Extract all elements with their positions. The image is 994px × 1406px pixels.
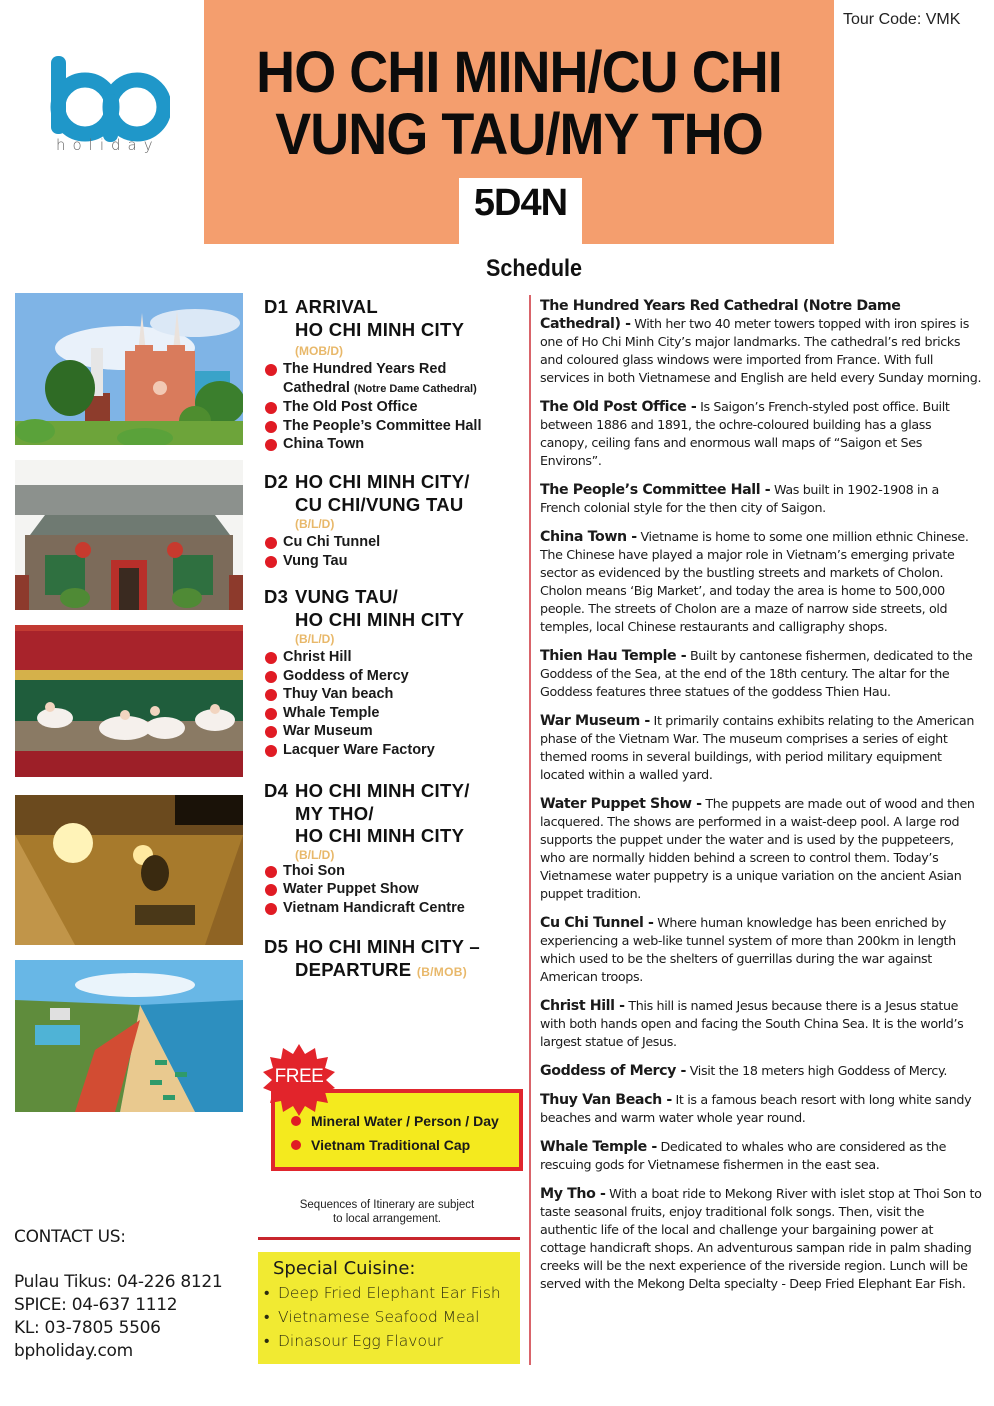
- description-title: The Hundred Years Red Cathedral (Notre Dame Cathedral) -: [540, 298, 901, 332]
- list-item: [264, 704, 526, 723]
- stop-note: (Notre Dame Cathedral): [353, 382, 477, 395]
- list-item: [264, 685, 526, 704]
- cuisine-item: [264, 1305, 520, 1329]
- description-goddess-of-mercy: [540, 1062, 982, 1080]
- bullet-icon: [265, 652, 277, 664]
- vung-tau-beach-photo: [15, 960, 243, 1112]
- day-4-line-3: HO CHI MINH CITY: [295, 825, 465, 846]
- day-5-line-1: HO CHI MINH CITY –: [295, 936, 480, 957]
- cuisine-item: [264, 1329, 520, 1353]
- stop-label: The Hundred Years Red: [283, 361, 447, 377]
- bullet-icon: [265, 421, 277, 433]
- stop-label: China Town: [283, 436, 365, 452]
- bullet-icon: [265, 903, 277, 915]
- list-item: [264, 417, 526, 436]
- stop-label: Whale Temple: [283, 704, 380, 721]
- description-committee-hall: [540, 481, 982, 517]
- description-china-town: [540, 528, 982, 636]
- list-item: [264, 435, 526, 454]
- day-5-number: D5: [264, 936, 289, 957]
- description-whale-temple: [540, 1138, 982, 1174]
- stop-label: Vung Tau: [283, 552, 348, 569]
- day-4-stops: [264, 862, 526, 918]
- free-item-label: Vietnam Traditional Cap: [311, 1137, 471, 1153]
- description-title: Water Puppet Show -: [540, 796, 702, 812]
- description-body: It is a famous beach resort with long white sandy beaches and warm water whole year round.: [540, 1092, 972, 1125]
- free-badge-label: FREE: [274, 1066, 324, 1087]
- cuisine-item-label: Vietnamese Seafood Meal: [278, 1308, 480, 1326]
- special-cuisine-box: [258, 1252, 520, 1364]
- bullet-icon: [265, 866, 277, 878]
- day-4-line-1: HO CHI MINH CITY/: [295, 780, 470, 801]
- bullet-icon: [291, 1116, 301, 1126]
- day-3-stops: [264, 648, 526, 759]
- bullet-icon: [265, 364, 277, 376]
- description-my-tho: [540, 1185, 982, 1293]
- description-body: Was built in 1902-1908 in a French colonial style for the then city of Saigon.: [540, 482, 939, 515]
- itinerary-note: [262, 1198, 512, 1226]
- day-3-heading: [264, 586, 526, 631]
- stop-label: Christ Hill: [283, 649, 352, 665]
- bullet-icon: •: [264, 1332, 270, 1350]
- bullet-icon: •: [264, 1284, 270, 1302]
- logo-tagline: holiday: [56, 136, 160, 154]
- day-3-line-2: HO CHI MINH CITY: [295, 608, 465, 630]
- list-item: [264, 862, 526, 881]
- day-1: [264, 296, 526, 454]
- free-item: [289, 1137, 470, 1153]
- bullet-icon: [265, 884, 277, 896]
- day-5-heading: [264, 936, 526, 983]
- description-thuy-van-beach: [540, 1091, 982, 1127]
- description-title: The Old Post Office -: [540, 399, 697, 415]
- description-title: Cu Chi Tunnel -: [540, 915, 654, 931]
- day-1-heading: [264, 296, 526, 341]
- day-2-line-1: HO CHI MINH CITY/: [295, 471, 470, 492]
- cuisine-item: [264, 1281, 520, 1305]
- day-4-meals: (B/L/D): [295, 847, 335, 862]
- description-post-office: [540, 398, 982, 470]
- description-war-museum: [540, 712, 982, 784]
- stop-label: Water Puppet Show: [283, 881, 419, 897]
- contact-spice: SPICE: 04-637 1112: [14, 1295, 178, 1315]
- description-christ-hill: [540, 997, 982, 1051]
- stop-label: Lacquer Ware Factory: [283, 741, 435, 758]
- day-3-meals: (B/L/D): [295, 632, 335, 646]
- note-line-2: to local arrangement.: [332, 1213, 442, 1225]
- duration-label: 5D4N: [473, 182, 568, 224]
- day-2-heading: [264, 471, 526, 516]
- list-item: [264, 360, 526, 398]
- bullet-icon: [265, 537, 277, 549]
- description-title: Christ Hill -: [540, 998, 625, 1014]
- list-item: [264, 880, 526, 899]
- list-item: [264, 722, 526, 741]
- stop-label-cont: Cathedral: [283, 379, 350, 396]
- stop-label: The People’s Committee Hall: [283, 417, 482, 434]
- day-3-number: D3: [264, 586, 289, 607]
- day-2-stops: [264, 533, 526, 570]
- day-3-line-1: VUNG TAU/: [295, 586, 399, 607]
- water-puppet-show-photo: [15, 625, 243, 777]
- day-2-line-2: CU CHI/VUNG TAU: [295, 493, 464, 515]
- bullet-icon: [265, 402, 277, 414]
- description-body: This hill is named Jesus because there is a Jesus statue with both hands open and facing the South China Sea. It is the world’s largest statue of Jesus.: [540, 998, 964, 1049]
- cuisine-item-label: Dinasour Egg Flavour: [278, 1332, 444, 1350]
- bullet-icon: •: [264, 1308, 270, 1326]
- tour-title: [226, 42, 812, 166]
- tour-title-line-2: VUNG TAU/MY THO: [275, 102, 763, 167]
- description-body: Visit the 18 meters high Goddess of Mercy.: [689, 1063, 948, 1078]
- cuisine-item-label: Deep Fried Elephant Ear Fish: [278, 1284, 501, 1302]
- bullet-icon: [265, 689, 277, 701]
- bullet-icon: [265, 671, 277, 683]
- attraction-descriptions: [540, 297, 982, 1304]
- description-cathedral: [540, 297, 982, 387]
- thien-hau-temple-photo: [15, 460, 243, 610]
- description-thien-hau-temple: [540, 647, 982, 701]
- description-title: China Town -: [540, 529, 637, 545]
- day-4-number: D4: [264, 780, 289, 801]
- duration-box: [459, 178, 582, 244]
- description-title: Thuy Van Beach -: [540, 1092, 672, 1108]
- day-2-number: D2: [264, 471, 289, 492]
- list-item: [264, 398, 526, 417]
- list-item: [264, 648, 526, 667]
- contact-kl: KL: 03-7805 5506: [14, 1318, 161, 1338]
- description-body: Built by cantonese fishermen, dedicated to the Goddess of the Sea, at the end of the 18th century. The altar for the Goddess features three statues of the goddess Thien Hau.: [540, 648, 973, 699]
- stop-label: Vietnam Handicraft Centre: [283, 899, 465, 916]
- column-divider: [529, 295, 531, 1365]
- description-body: The puppets are made out of wood and then lacquered. The shows are performed in a waist-deep pool. A large rod supports the puppet under the water and is used by the puppeteers, who are normally hidden behind a screen to control them. Today’s Vietnamese water puppetry is a unique variation on the ancient Asian puppet tradition.: [540, 796, 975, 901]
- day-1-number: D1: [264, 296, 289, 317]
- cuisine-title: Special Cuisine:: [273, 1258, 416, 1279]
- tour-title-line-1: HO CHI MINH/CU CHI: [256, 40, 782, 105]
- day-1-line-1: ARRIVAL: [295, 296, 378, 317]
- cu-chi-tunnel-photo: [15, 795, 243, 945]
- description-body: Where human knowledge has been enriched by experiencing a web-like tunnel system of more than 200km in length which used to be the shelters of guerrillas during the war against American troops.: [540, 915, 956, 984]
- stop-label: Thuy Van beach: [283, 686, 394, 702]
- bullet-icon: [265, 726, 277, 738]
- day-4-line-2: MY THO/: [295, 802, 374, 824]
- stop-label: Thoi Son: [283, 862, 346, 879]
- notre-dame-cathedral-photo: [15, 293, 243, 445]
- day-1-line-2: HO CHI MINH CITY: [295, 318, 465, 340]
- stop-label: War Museum: [283, 723, 373, 739]
- tour-code: Tour Code: VMK: [843, 11, 961, 28]
- bullet-icon: [265, 439, 277, 451]
- bullet-icon: [265, 745, 277, 757]
- note-divider: [258, 1237, 520, 1240]
- day-5-meals: (B/MOB): [416, 964, 467, 979]
- stop-label: Goddess of Mercy: [283, 667, 409, 684]
- description-title: My Tho -: [540, 1186, 606, 1202]
- schedule-heading: Schedule: [486, 255, 583, 282]
- contact-section: [14, 1226, 222, 1363]
- stop-label: The Old Post Office: [283, 399, 418, 415]
- contact-pulau-tikus: Pulau Tikus: 04-226 8121: [14, 1272, 223, 1292]
- description-water-puppet-show: [540, 795, 982, 903]
- bullet-icon: [291, 1140, 301, 1150]
- description-body: With her two 40 meter towers topped with iron spires is one of Ho Chi Minh City’s major landmarks. The cathedral’s red bricks and coloured glass windows were imported from France. With full services in both Vietnamese and English are held every Sunday morning.: [540, 316, 982, 385]
- day-2: [264, 471, 526, 570]
- list-item: [264, 667, 526, 686]
- day-5: [264, 936, 526, 983]
- day-5-line-2: DEPARTURE: [295, 958, 412, 980]
- list-item: [264, 741, 526, 760]
- free-item-label: Mineral Water / Person / Day: [311, 1113, 499, 1129]
- stop-label: Cu Chi Tunnel: [283, 534, 381, 550]
- description-title: War Museum -: [540, 713, 650, 729]
- description-title: The People’s Committee Hall -: [540, 482, 771, 498]
- day-2-meals: (B/L/D): [295, 517, 335, 531]
- description-body: Vietname is home to some one million ethnic Chinese. The Chinese have played a major role in Vietnam’s emerging private sector as evidenced by the bustling streets and markets of Cholon. Cholon means ‘Big Market’, and today the area is home to 500,000 people. The streets of Cholon are a maze of narrow side streets, old temples, local Chinese restaurants and calligraphy shops.: [540, 529, 969, 634]
- contact-title: CONTACT US:: [14, 1227, 126, 1247]
- list-item: [264, 533, 526, 552]
- day-4-heading: [264, 780, 526, 848]
- website-link[interactable]: bpholiday.com: [14, 1341, 133, 1361]
- description-title: Whale Temple -: [540, 1139, 657, 1155]
- description-cu-chi-tunnel: [540, 914, 982, 986]
- description-title: Thien Hau Temple -: [540, 648, 687, 664]
- description-title: Goddess of Mercy -: [540, 1063, 687, 1079]
- description-body: Dedicated to whales who are considered as the rescuing gods for Vietnamese fishermen in the east sea.: [540, 1139, 947, 1172]
- list-item: [264, 899, 526, 918]
- note-line-1: Sequences of Itinerary are subject: [299, 1199, 475, 1211]
- description-body: It primarily contains exhibits relating to the American phase of the Vietnam War. The museum comprises a series of eight themed rooms in several buildings, with period military equipment located within a walled yard.: [540, 713, 975, 782]
- bullet-icon: [265, 708, 277, 720]
- list-item: [264, 552, 526, 571]
- day-3: [264, 586, 526, 759]
- day-1-meals: (MOB/D): [295, 344, 343, 358]
- day-4: [264, 780, 526, 917]
- description-body: Is Saigon’s French-styled post office. Built between 1886 and 1891, the ochre-coloured building has a glass canopy, ceiling fans and enormous wall maps of “Saigon et Ses Environs”.: [540, 399, 950, 468]
- bullet-icon: [265, 556, 277, 568]
- description-body: With a boat ride to Mekong River with islet stop at Thoi Son to taste seasonal fruits, enjoy traditional folk songs. Then, visit the authentic life of the local and challenge your bargaining power at cottage handicraft shops. An adventurous sampan ride in palm shading creeks will be the next experience of the riverside region. Lunch will be served with the Mekong Delta specialty - Deep Fried Elephant Ear Fish.: [540, 1186, 982, 1291]
- day-1-stops: [264, 360, 526, 454]
